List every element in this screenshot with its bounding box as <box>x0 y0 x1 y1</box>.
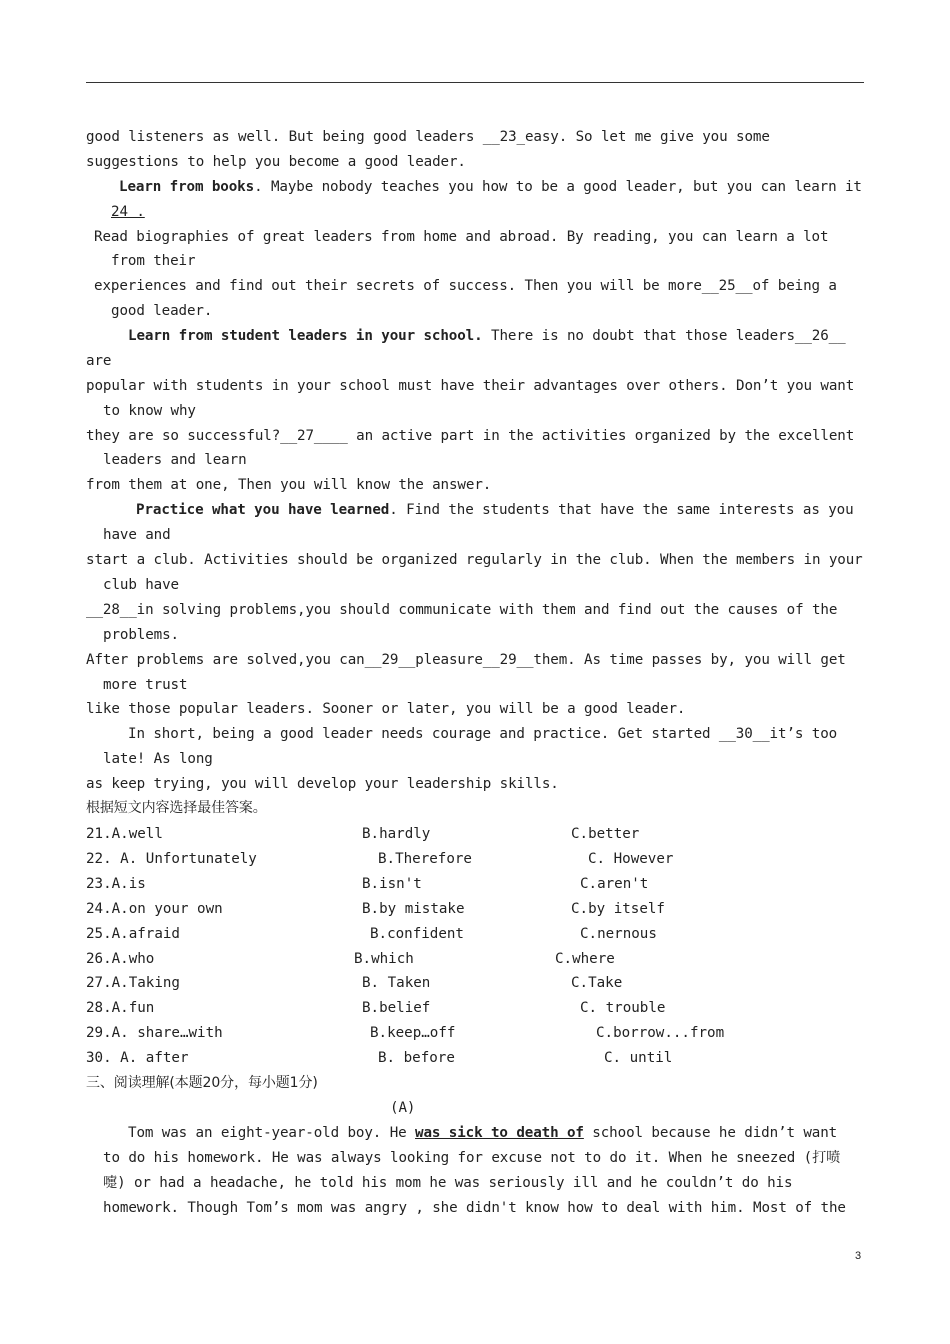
passage-line: late! As long <box>103 751 213 767</box>
option-a: 29.A. share…with <box>86 1025 223 1042</box>
blank-24: 24 . <box>111 204 145 220</box>
passage-line: In short, being a good leader needs courage and practice. Get started __30__it’s too <box>128 726 838 742</box>
reading-line-2: to do his homework. He was always looking for excuse not to do it. When he sneezed (打喷 <box>103 1150 841 1166</box>
heading-student-leaders: Learn from student leaders in your school. <box>128 328 483 344</box>
passage-line: good leader. <box>111 303 213 319</box>
option-b: B.hardly <box>362 826 431 842</box>
option-c: C.borrow...from <box>596 1025 725 1042</box>
passage-line: as keep trying, you will develop your leadership skills. <box>86 776 559 792</box>
passage-line: like those popular leaders. Sooner or later, you will be a good leader. <box>86 701 686 717</box>
option-a: 30. A. after <box>86 1050 189 1067</box>
paragraph-learn-from-books <box>119 178 862 196</box>
option-b: B. Taken <box>362 975 431 992</box>
option-a: 26.A.who <box>86 950 155 967</box>
option-c: C.by itself <box>571 900 665 917</box>
option-a: 28.A.fun <box>86 1000 155 1017</box>
passage-line: Read biographies of great leaders from home and abroad. By reading, you can learn a lot <box>94 229 829 245</box>
header-rule <box>86 82 864 83</box>
option-a: 21.A.well <box>86 826 163 842</box>
reading-text: school because he didn’t want <box>583 1125 838 1141</box>
reading-line-3: 嚏) or had a headache, he told his mom he was seriously ill and he couldn’t do his <box>103 1175 793 1191</box>
instruction: 根据短文内容选择最佳答案。 <box>86 800 267 816</box>
passage-line: After problems are solved,you can__29__pleasure__29__them. As time passes by, you will get <box>86 652 846 668</box>
option-c: C.better <box>571 826 640 842</box>
passage-line: from them at one, Then you will know the answer. <box>86 477 492 493</box>
option-b: B.which <box>354 950 414 967</box>
option-b: B.by mistake <box>362 900 465 917</box>
passage-line: problems. <box>103 627 179 643</box>
key-phrase: was sick to death of <box>415 1125 584 1141</box>
option-c: C. until <box>604 1050 673 1067</box>
passage-line: more trust <box>103 677 188 693</box>
option-b: B. before <box>378 1050 455 1067</box>
passage-line: popular with students in your school must have their advantages over others. Don’t you want <box>86 378 855 394</box>
paragraph-student-leaders <box>128 327 846 345</box>
section-a-label: (A) <box>390 1100 416 1116</box>
reading-text: Tom was an eight-year-old boy. He <box>128 1125 416 1141</box>
option-c: C.aren't <box>580 875 649 892</box>
paragraph-text: . Find the students that have the same interests as you <box>389 502 854 518</box>
passage-line: start a club. Activities should be organized regularly in the club. When the members in your <box>86 552 863 568</box>
passage-line: from their <box>111 253 196 269</box>
paragraph-text: . Maybe nobody teaches you how to be a good leader, but you can learn it <box>254 179 862 195</box>
passage-line: experiences and find out their secrets of success. Then you will be more__25__of being a <box>94 278 837 294</box>
paragraph-text: There is no doubt that those leaders__26__ <box>482 328 846 344</box>
passage-line: have and <box>103 527 171 543</box>
option-c: C.where <box>555 950 615 967</box>
reading-line-4: homework. Though Tom’s mom was angry , she didn't know how to deal with him. Most of the <box>103 1200 846 1216</box>
passage-line: leaders and learn <box>103 452 247 468</box>
passage-line: are <box>86 353 112 369</box>
option-a: 22. A. Unfortunately <box>86 850 257 867</box>
passage-line: they are so successful?__27____ an active part in the activities organized by the excellent <box>86 428 855 444</box>
option-b: B.keep…off <box>370 1025 456 1042</box>
passage-line: club have <box>103 577 179 593</box>
section-3-title: 三、阅读理解(本题20分，每小题1分) <box>86 1075 318 1091</box>
passage-line: good listeners as well. But being good leaders __23_easy. So let me give you some <box>86 129 770 145</box>
heading-practice: Practice what you have learned <box>136 502 390 518</box>
option-a: 27.A.Taking <box>86 975 180 992</box>
option-a: 25.A.afraid <box>86 925 180 942</box>
heading-learn-from-books: Learn from books <box>119 179 255 195</box>
paragraph-practice <box>136 501 854 519</box>
option-a: 23.A.is <box>86 875 146 892</box>
option-b: B.isn't <box>362 875 422 892</box>
passage-line: suggestions to help you become a good leader. <box>86 154 466 170</box>
option-b: B.belief <box>362 1000 431 1017</box>
option-c: C.Take <box>571 975 623 992</box>
passage-line: to know why <box>103 403 196 419</box>
option-c: C. However <box>588 850 674 867</box>
page-number: 3 <box>855 1250 862 1262</box>
option-a: 24.A.on your own <box>86 900 223 917</box>
option-c: C. trouble <box>580 1000 666 1017</box>
option-b: B.Therefore <box>378 850 472 867</box>
option-c: C.nernous <box>580 925 657 942</box>
option-b: B.confident <box>370 925 464 942</box>
reading-line-1 <box>128 1124 837 1142</box>
passage-line: __28__in solving problems,you should communicate with them and find out the causes of the <box>86 602 838 618</box>
